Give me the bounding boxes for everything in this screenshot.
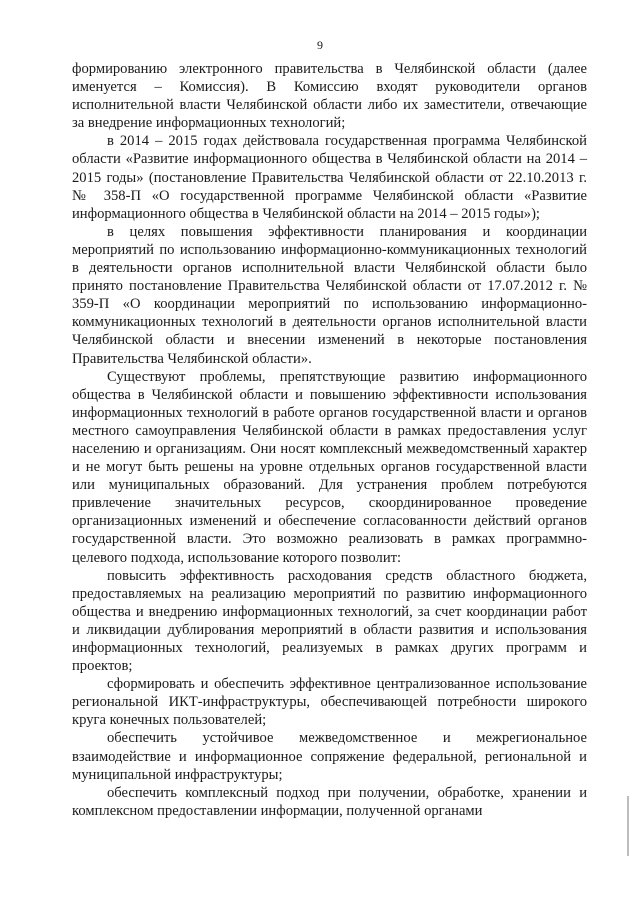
document-body bbox=[72, 60, 587, 820]
page-number: 9 bbox=[317, 38, 323, 52]
paragraph-state-program-2014-2015: в 2014 – 2015 годах действовала государственная программа Челябинской области «Развитие информационного общества в Челябинской области на 2014 – 2015 годы» (постановление Правительства Челябинской области от 22.10.2013 г. № 358-П «О государственной программе Челябинской области «Развитие информационного общества в Челябинской области на 2014 – 2015 годы»); bbox=[72, 133, 587, 222]
paragraph-problems: Существуют проблемы, препятствующие развитию информационного общества в Челябинской области и повышению эффективности использования информационных технологий в работе органов государственной власти и органов местного самоуправления Челябинской области в рамках предоставления услуг населению и организациям. Они носят комплексный межведомственный характер и не могут быть решены на уровне отдельных органов государственной власти или муниципальных образований. Для устранения проблем потребуются привлечение значительных ресурсов, скоординированное проведение организационных изменений и обеспечение согласованности действий органов государственной власти. Это возможно реализовать в рамках программно-целевого подхода, использование которого позволит: bbox=[72, 368, 587, 566]
paragraph-comprehensive-approach: обеспечить комплексный подход при получении, обработке, хранении и комплексном предоставлении информации, полученной органами bbox=[72, 784, 587, 819]
paragraph-interagency-interaction: обеспечить устойчивое межведомственное и межрегиональное взаимодействие и информационное сопряжение федеральной, региональной и муниципальной инфраструктуры; bbox=[72, 730, 587, 783]
paragraph-coordination-resolution: в целях повышения эффективности планирования и координации мероприятий по использованию информационно-коммуникационных технологий в деятельности органов исполнительной власти Челябинской области было принято постановление Правительства Челябинской области от 17.07.2012 г. № 359-П «О координации мероприятий по использованию информационно-коммуникационных технологий в деятельности органов исполнительной власти Челябинской области и внесении изменений в некоторые постановления Правительства Челябинской области». bbox=[72, 223, 587, 367]
scan-edge-mark bbox=[627, 796, 629, 856]
paragraph-increase-efficiency: повысить эффективность расходования средств областного бюджета, предоставляемых на реализацию мероприятий по развитию информационного общества и внедрению информационных технологий, за счет координации работ и ликвидации дублирования мероприятий в области развития и использования информационных технологий, реализуемых в рамках других программ и проектов; bbox=[72, 567, 587, 675]
paragraph-commission-continuation: формированию электронного правительства в Челябинской области (далее именуется – Комиссия). В Комиссию входят руководители органов исполнительной власти Челябинской области либо их заместители, отвечающие за внедрение информационных технологий; bbox=[72, 61, 587, 132]
paragraph-ict-infrastructure: сформировать и обеспечить эффективное централизованное использование региональной ИКТ-инфраструктуры, обеспечивающей потребности широкого круга конечных пользователей; bbox=[72, 676, 587, 729]
